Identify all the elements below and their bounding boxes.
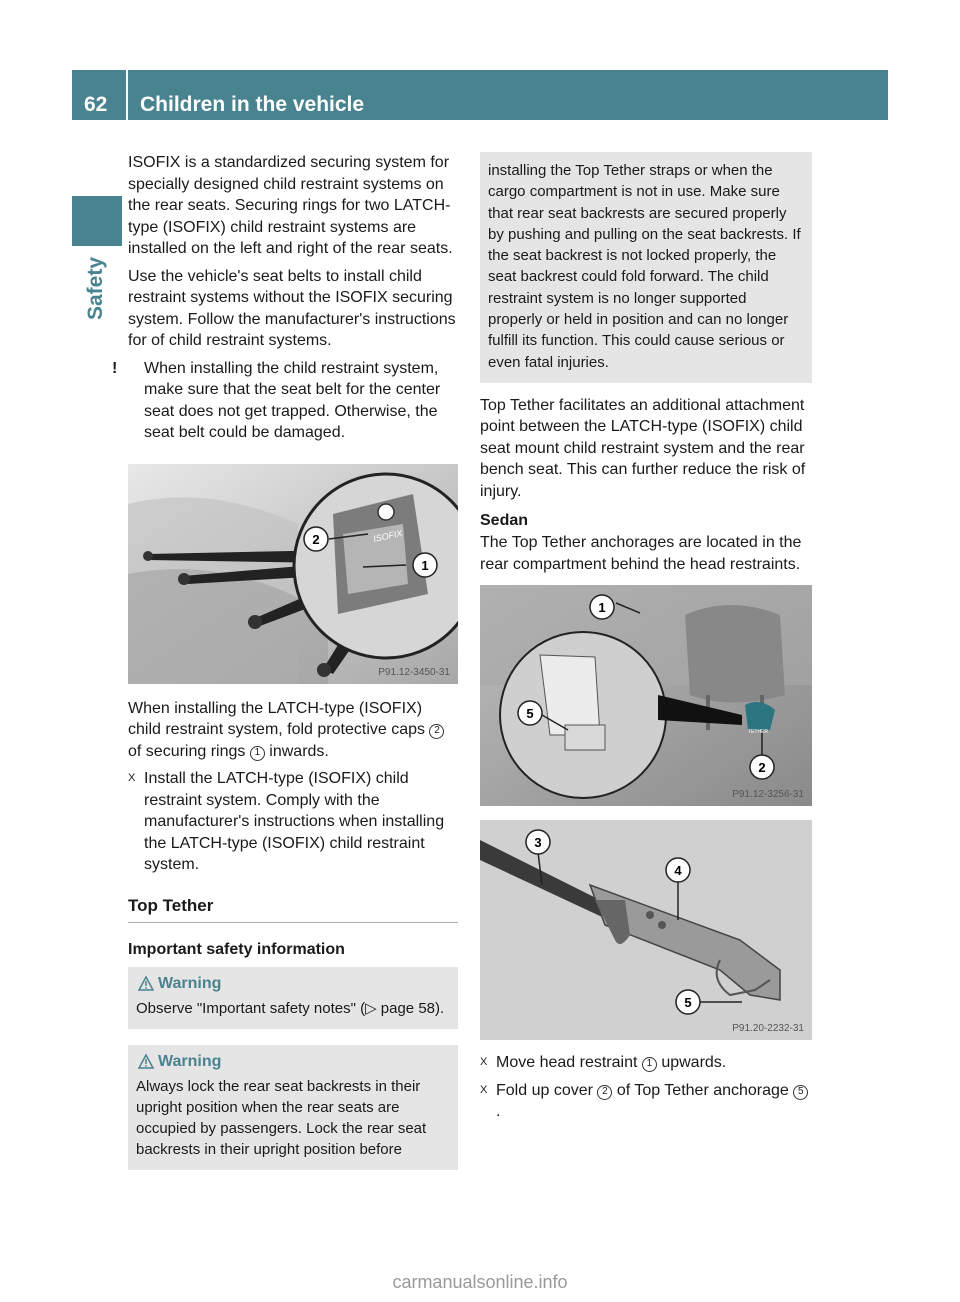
callout-2: 2 (758, 760, 766, 776)
head-restraint-illustration (480, 585, 812, 806)
callout-5: 5 (526, 706, 534, 722)
warning-continuation-box (480, 152, 812, 383)
isofix-logo-text: ISOFIX (372, 527, 404, 544)
warning-title-1 (136, 975, 450, 993)
callout-2-inline: 2 (429, 724, 444, 739)
side-tab-label: Safety (84, 256, 107, 320)
tether-label: TETHER (748, 729, 768, 736)
warning-box-1 (128, 967, 458, 1029)
head-restraint-figure (480, 585, 812, 806)
bullet-arrow-icon: X (128, 772, 136, 784)
instruction-move-head-restraint (480, 1052, 812, 1074)
instruction-install-text: Install the LATCH-type (ISOFIX) child restraint system. Comply with the manufacturer's instructions when installing the LATCH-type (ISOFIX) child restraint system. (144, 770, 445, 873)
warning-box-2 (128, 1045, 458, 1170)
sedan-label: Sedan (480, 512, 529, 530)
isofix-figure (128, 464, 458, 684)
section-heading-top-tether: Top Tether (128, 896, 458, 923)
side-tab-block (72, 196, 122, 246)
subheading-safety-info: Important safety information (128, 940, 345, 958)
top-tether-paragraph: Top Tether facilitates an additional attachment point between the LATCH-type (ISOFIX) child seat mount child restraint system and the rear bench seat. This can further reduce the risk of injury. (480, 396, 806, 500)
callout-2-inline: 2 (597, 1085, 612, 1100)
callout-1-inline: 1 (250, 746, 265, 761)
damage-note (112, 358, 458, 444)
latch-install-paragraph (128, 698, 458, 763)
chapter-title: Children in the vehicle (140, 93, 365, 116)
bullet-arrow-icon: X (480, 1056, 488, 1069)
tether-strap-figure (480, 820, 812, 1040)
header-divider (126, 70, 128, 120)
instruction-fold-cover (480, 1080, 812, 1123)
instruction-2-text-b: of Top Tether anchorage (616, 1081, 789, 1099)
instruction-2-text-c: . (496, 1103, 501, 1121)
warning-title-text-2: Warning (158, 1052, 222, 1070)
callout-1: 1 (421, 557, 429, 573)
damage-note-text: When installing the child restraint system, make sure that the seat belt for the center seat does not get trapped. Otherwise, the seat belt could be damaged. (144, 359, 441, 441)
note-exclamation-icon: ! (112, 359, 118, 377)
latch-text-a: When installing the LATCH-type (ISOFIX) child restraint system, fold protective caps (128, 699, 426, 738)
callout-5-inline: 5 (793, 1085, 808, 1100)
instruction-1-text-a: Move head restraint (496, 1054, 638, 1072)
figure-code: P91.12-3450-31 (378, 666, 450, 678)
page-header (72, 70, 888, 120)
figure-code: P91.12-3256-31 (732, 789, 804, 801)
seat-belt-paragraph: Use the vehicle's seat belts to install child restraint systems without the ISOFIX securing system. Follow the manufacturer's instructions for of child restraint systems. (128, 267, 456, 349)
bullet-arrow-icon: X (480, 1083, 488, 1096)
warning-triangle-icon (138, 976, 154, 991)
instruction-1-text-b: upwards. (661, 1054, 727, 1072)
warning-triangle-icon (138, 1054, 154, 1069)
figure-code: P91.20-2232-31 (732, 1023, 804, 1035)
callout-1-inline: 1 (642, 1057, 657, 1072)
instruction-2-text-a: Fold up cover (496, 1081, 593, 1099)
warning-text-1: Observe "Important safety notes" (▷ page 58). (136, 999, 445, 1017)
anchorage-location-paragraph: The Top Tether anchorages are located in the rear compartment behind the head restraints. (480, 534, 802, 573)
warning-title-2 (136, 1053, 450, 1071)
warning-text-2: Always lock the rear seat backrests in their upright position when the rear seats are occupied by passengers. Lock the rear seat backrests in their upright position before (136, 1077, 427, 1158)
isofix-illustration (128, 464, 458, 684)
right-column (480, 152, 812, 1129)
page-number: 62 (84, 93, 108, 116)
callout-3: 3 (534, 835, 542, 851)
instruction-install (128, 768, 458, 876)
callout-4: 4 (674, 863, 682, 879)
tether-strap-illustration (480, 820, 812, 1040)
warning-title-text-1: Warning (158, 974, 222, 992)
warning-continuation-text: installing the Top Tether straps or when the cargo compartment is not in use. Make sure that rear seat backrests are secured properly by pushing and pulling on the seat backrests. If the seat backrest is not locked properly, the seat backrest could fold forward. The child restraint system is no longer supported properly or held in position and can no longer fulfill its function. This could cause serious or even fatal injuries. (488, 162, 801, 371)
footer-watermark: carmanualsonline.info (392, 1272, 568, 1292)
latch-text-c: inwards. (269, 742, 329, 760)
callout-5: 5 (684, 995, 692, 1011)
callout-2: 2 (312, 531, 320, 547)
callout-1: 1 (598, 600, 606, 616)
latch-text-b: of securing rings (128, 742, 246, 760)
left-column (112, 152, 458, 1186)
isofix-intro: ISOFIX is a standardized securing system for specially designed child restraint systems on the rear seats. Securing rings for two LATCH-type (ISOFIX) child restraint systems are installed on the left and right of the rear seats. (128, 154, 453, 257)
